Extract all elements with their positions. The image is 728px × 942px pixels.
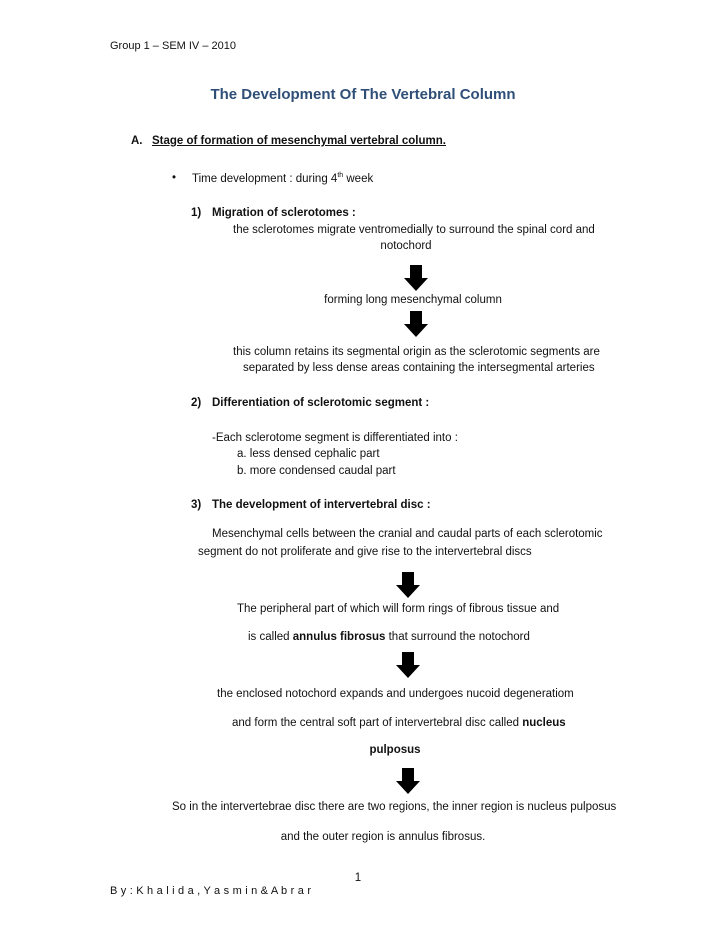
step1-line3: forming long mesenchymal column (324, 294, 502, 306)
bullet-suffix: week (343, 172, 374, 185)
annulus-fibrosus-term: annulus fibrosus (292, 631, 386, 643)
bullet-prefix: Time development : during 4 (192, 172, 338, 185)
document-title: The Development Of The Vertebral Column (210, 86, 516, 103)
pulposus-term: pulposus (369, 744, 421, 756)
step2-item-a: a. less densed cephalic part (237, 448, 380, 460)
down-arrow-icon (396, 652, 420, 678)
section-a-label: A. (131, 135, 143, 147)
down-arrow-icon (404, 311, 428, 337)
section-a-heading: Stage of formation of mesenchymal vertebral column. (152, 135, 446, 147)
step3-line6 (232, 717, 566, 729)
step1-line4: this column retains its segmental origin as the sclerotomic segments are (233, 346, 600, 358)
bullet-icon: • (172, 172, 177, 184)
step1-line1: the sclerotomes migrate ventromedially to surround the spinal cord and (233, 224, 595, 236)
down-arrow-icon (404, 265, 428, 291)
page-header: Group 1 – SEM IV – 2010 (110, 40, 236, 52)
footer-authors: B y : K h a l i d a , Y a s m i n & A b r a r (110, 885, 312, 897)
step3-heading: The development of intervertebral disc : (212, 499, 431, 511)
bullet-sup: th (337, 172, 344, 179)
step1-heading: Migration of sclerotomes : (212, 207, 356, 219)
step3-line2: segment do not proliferate and give rise to the intervertebral discs (198, 546, 532, 558)
step1-line5: separated by less dense areas containing the intersegmental arteries (243, 362, 595, 374)
step1-number: 1) (191, 207, 202, 219)
step2-item-b: b. more condensed caudal part (237, 465, 396, 477)
step2-heading: Differentiation of sclerotomic segment : (212, 397, 430, 409)
nucleus-term: nucleus (522, 717, 566, 729)
step2-intro: -Each sclerotome segment is differentiated into : (212, 432, 458, 444)
step3-line4-post: that surround the notochord (385, 631, 530, 643)
bullet-text (192, 172, 373, 185)
down-arrow-icon (396, 768, 420, 794)
step3-line1: Mesenchymal cells between the cranial and caudal parts of each sclerotomic (212, 528, 603, 540)
step3-number: 3) (191, 499, 202, 511)
step3-line6-pre: and form the central soft part of intervertebral disc called (232, 717, 523, 729)
step3-line5: the enclosed notochord expands and undergoes nucoid degeneratiom (217, 688, 574, 700)
step1-line2: notochord (380, 240, 432, 252)
step2-number: 2) (191, 397, 202, 409)
down-arrow-icon (396, 572, 420, 598)
summary-line2: and the outer region is annulus fibrosus. (280, 831, 486, 843)
page-number: 1 (354, 872, 362, 884)
step3-line4 (248, 631, 530, 643)
step3-line3: The peripheral part of which will form rings of fibrous tissue and (237, 603, 560, 615)
summary-line1: So in the intervertebrae disc there are two regions, the inner region is nucleus pulposus (172, 801, 617, 813)
step3-line4-pre: is called (248, 631, 293, 643)
